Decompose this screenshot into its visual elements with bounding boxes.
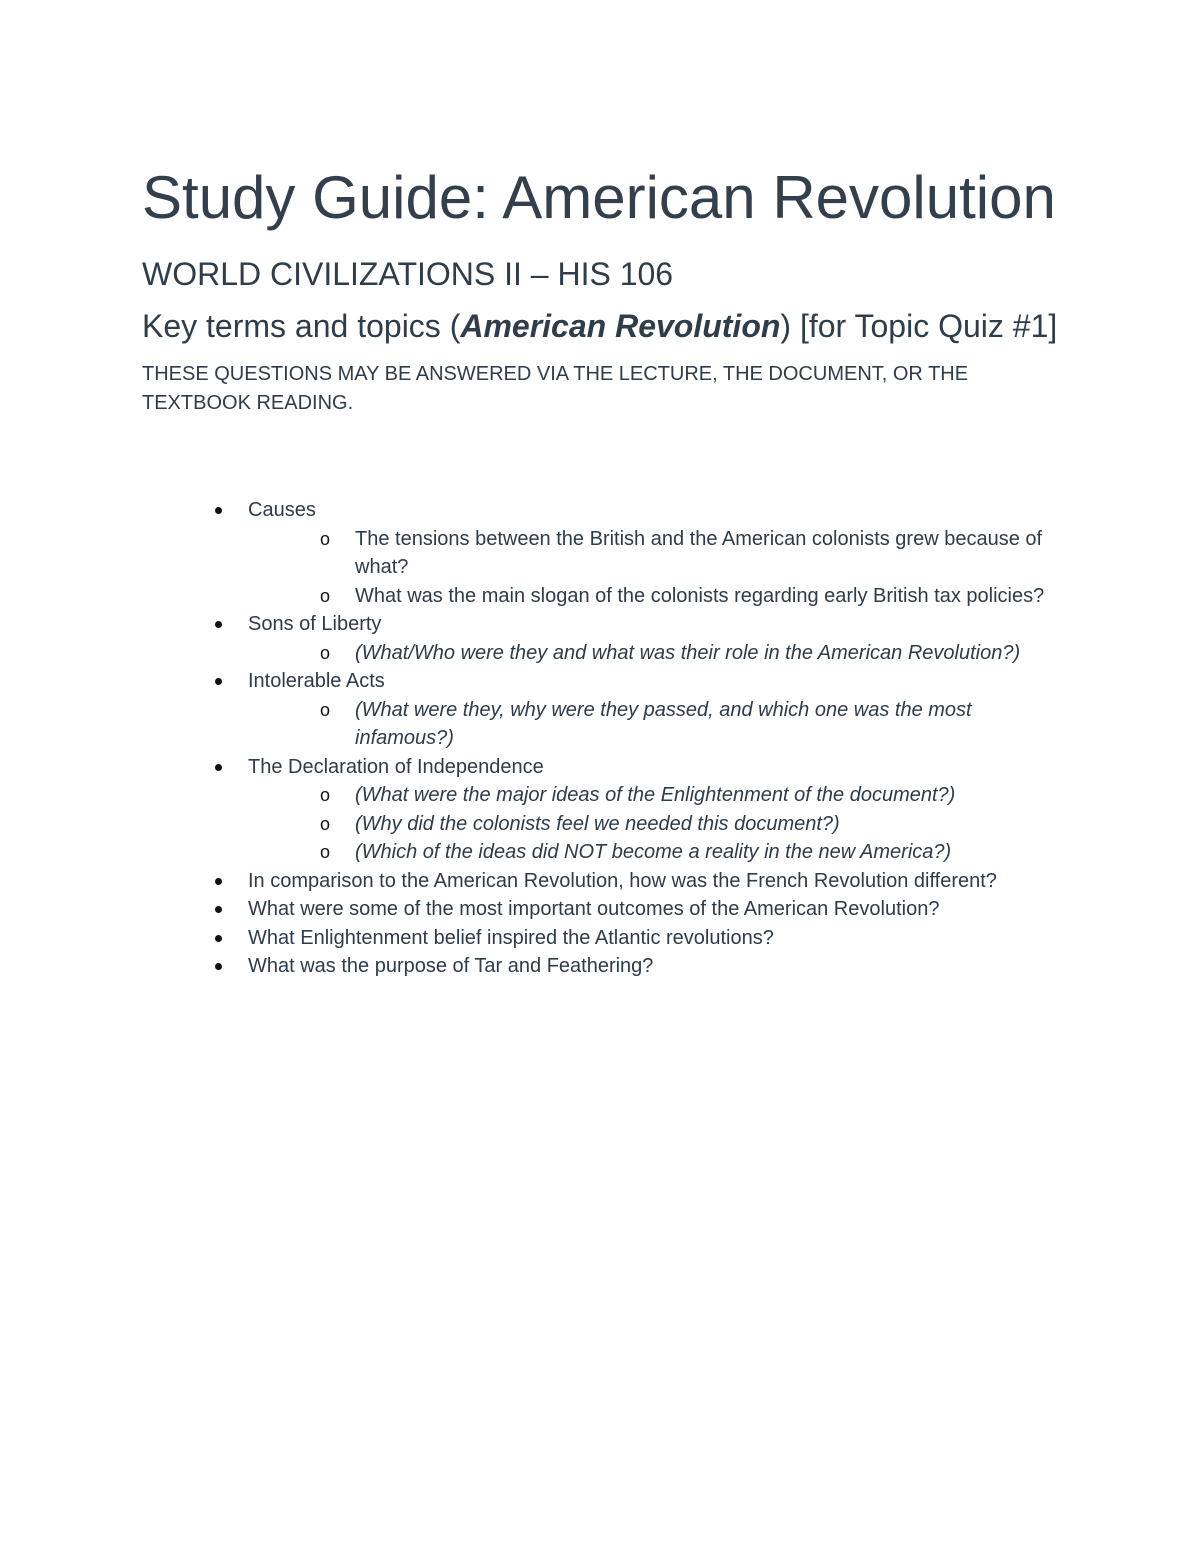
bullet-icon <box>215 878 222 885</box>
sub-list-item <box>142 696 1072 753</box>
sub-question: (Which of the ideas did NOT become a reality in the new America?) <box>355 841 952 863</box>
topic-label: What were some of the most important outcomes of the American Revolution? <box>248 898 940 920</box>
bullet-icon <box>215 621 222 628</box>
sub-question: (What were they, why were they passed, and which one was the most infamous?) <box>355 698 972 749</box>
list-item <box>142 610 1072 667</box>
key-terms-heading-suffix: ) [for Topic Quiz #1] <box>780 308 1058 344</box>
list-item <box>142 667 1072 753</box>
sub-question: (Why did the colonists feel we needed this document?) <box>355 812 840 835</box>
bullet-icon <box>215 963 222 970</box>
list-item <box>142 867 1072 896</box>
topic-label: Causes <box>248 499 316 521</box>
topic-label: In comparison to the American Revolution, how was the French Revolution different? <box>248 869 997 892</box>
circle-bullet-icon: o <box>320 528 331 549</box>
sub-list <box>248 525 1072 611</box>
sub-list-item <box>142 582 1072 611</box>
topic-label: What was the purpose of Tar and Feathering? <box>248 955 654 977</box>
bullet-icon <box>215 935 222 942</box>
circle-bullet-icon: o <box>320 785 331 805</box>
sub-list-item <box>142 838 1072 867</box>
sub-question: (What were the major ideas of the Enlightenment of the document?) <box>355 784 956 806</box>
sub-list-item <box>142 525 1072 582</box>
circle-bullet-icon: o <box>320 642 331 663</box>
course-subtitle: WORLD CIVILIZATIONS II – HIS 106 <box>142 256 674 292</box>
list-item <box>142 924 1072 953</box>
bullet-icon <box>215 678 222 685</box>
key-terms-heading-emphasis: American Revolution <box>460 308 781 344</box>
sub-list-item <box>142 639 1072 668</box>
key-terms-heading-prefix: Key terms and topics ( <box>142 308 461 344</box>
list-item <box>142 496 1072 610</box>
circle-bullet-icon: o <box>320 842 331 862</box>
bullet-icon <box>215 906 222 913</box>
bullet-icon <box>215 764 222 771</box>
key-terms-heading <box>142 304 1072 348</box>
sub-question: (What/Who were they and what was their role in the American Revolution?) <box>355 641 1021 664</box>
topic-label: Sons of Liberty <box>248 613 382 635</box>
circle-bullet-icon: o <box>320 585 331 606</box>
list-item <box>142 952 1072 981</box>
sub-list <box>248 781 1072 867</box>
topic-label: Intolerable Acts <box>248 670 385 692</box>
sub-list <box>248 696 1072 753</box>
sub-list-item <box>142 781 1072 810</box>
sub-question: The tensions between the British and the American colonists grew because of what? <box>355 527 1043 578</box>
list-item <box>142 753 1072 867</box>
sub-question: What was the main slogan of the colonists regarding early British tax policies? <box>355 584 1045 607</box>
topic-label: What Enlightenment belief inspired the Atlantic revolutions? <box>248 926 774 949</box>
instructions-text: THESE QUESTIONS MAY BE ANSWERED VIA THE LECTURE, THE DOCUMENT, OR THE TEXTBOOK READING. <box>142 363 969 414</box>
bullet-icon <box>215 507 222 514</box>
circle-bullet-icon: o <box>320 813 331 834</box>
list-item <box>142 895 1072 924</box>
sub-list-item <box>142 810 1072 839</box>
topics-list <box>142 496 1072 981</box>
document-title: Study Guide: American Revolution <box>142 164 1056 231</box>
topic-label: The Declaration of Independence <box>248 755 544 778</box>
sub-list <box>248 639 1072 668</box>
circle-bullet-icon: o <box>320 699 331 720</box>
document-content <box>142 160 1072 981</box>
